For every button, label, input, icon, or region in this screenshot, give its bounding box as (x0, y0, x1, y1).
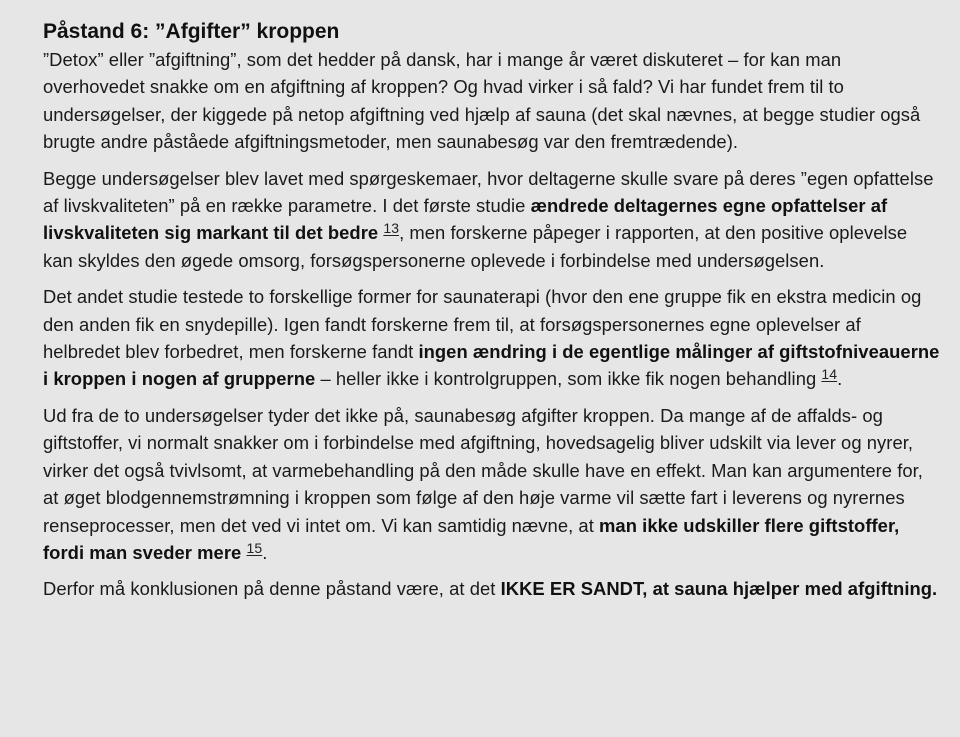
paragraph-text: , men forskerne påpeger i rapporten, at den positive oplevelse kan skyldes den øgede omsorg, forsøgspersonerne oplevede i forbindelse med undersøgelsen. (43, 222, 908, 271)
footnote-link-15[interactable]: 15 (246, 539, 263, 556)
section-heading: Påstand 6: ”Afgifter” kroppen (43, 20, 340, 43)
bold-finding: ingen ændring i de egentlige målinger af giftstofniveauerne i kroppen i nogen af grupperne (43, 341, 940, 390)
bold-finding: man ikke udskiller flere giftstoffer, fordi man sveder mere (43, 514, 900, 563)
paragraph-end: . (837, 368, 843, 390)
paragraph-intro-text: ”Detox” eller ”afgiftning”, som det hedder på dansk, har i mange år været diskuteret – for kan man overhovedet snakke om en afgiftning af kroppen? Og hvad virker i så fald? Vi har fundet frem til to undersøgelser, der kiggede på netop afgiftning ved hjælp af sauna (det skal nævnes, at begge studier også brugte andre påståede afgiftningsmetoder, men saunabesøg var den fremtrædende). (43, 49, 921, 153)
bold-conclusion: IKKE ER SANDT, at sauna hjælper med afgiftning. (500, 578, 938, 600)
paragraph-first-study (43, 165, 940, 275)
paragraph-text: Derfor må konklusionen på denne påstand være, at det (43, 578, 501, 600)
paragraph-text: Det andet studie testede to forskellige former for saunaterapi (hvor den ene gruppe fik en ekstra medicin og den anden fik en snydepille). Igen fandt forskerne frem til, at forsøgspersonernes egne oplevelser af helbredet blev forbedret, men forskerne fandt (43, 286, 922, 363)
paragraph-text: Begge undersøgelser blev lavet med spørgeskemaer, hvor deltagerne skulle svare på deres ”egen opfattelse af livskvaliteten” på en række parametre. I det første studie (43, 167, 934, 217)
paragraph-text: Ud fra de to undersøgelser tyder det ikke på, saunabesøg afgifter kroppen. Da mange af de affalds- og giftstoffer, vi normalt snakker om i forbindelse med afgiftning, hovedsagelig bliver udskilt via lever og nyrer, virker det også tvivlsomt, at varmebehandling på den måde skulle have en effekt. Man kan argumentere for, at øget blodgennemstrømning i kroppen som følge af den høje varme vil sætte fart i leverens og nyrernes renseprocesser, men det ved vi intet om. Vi kan samtidig nævne, at (43, 404, 923, 536)
paragraph-end: . (262, 541, 268, 563)
bold-finding: ændrede deltagernes egne opfattelser af livskvaliteten sig markant til det bedre (43, 195, 888, 244)
paragraph-intro (43, 46, 940, 156)
paragraph-conclusion (43, 575, 940, 602)
paragraph-second-study (43, 283, 940, 393)
footnote-link-14[interactable]: 14 (821, 366, 838, 383)
paragraph-discussion (43, 402, 940, 566)
paragraph-text: – heller ikke i kontrolgruppen, som ikke fik nogen behandling (315, 368, 822, 390)
footnote-link-13[interactable]: 13 (383, 220, 400, 237)
